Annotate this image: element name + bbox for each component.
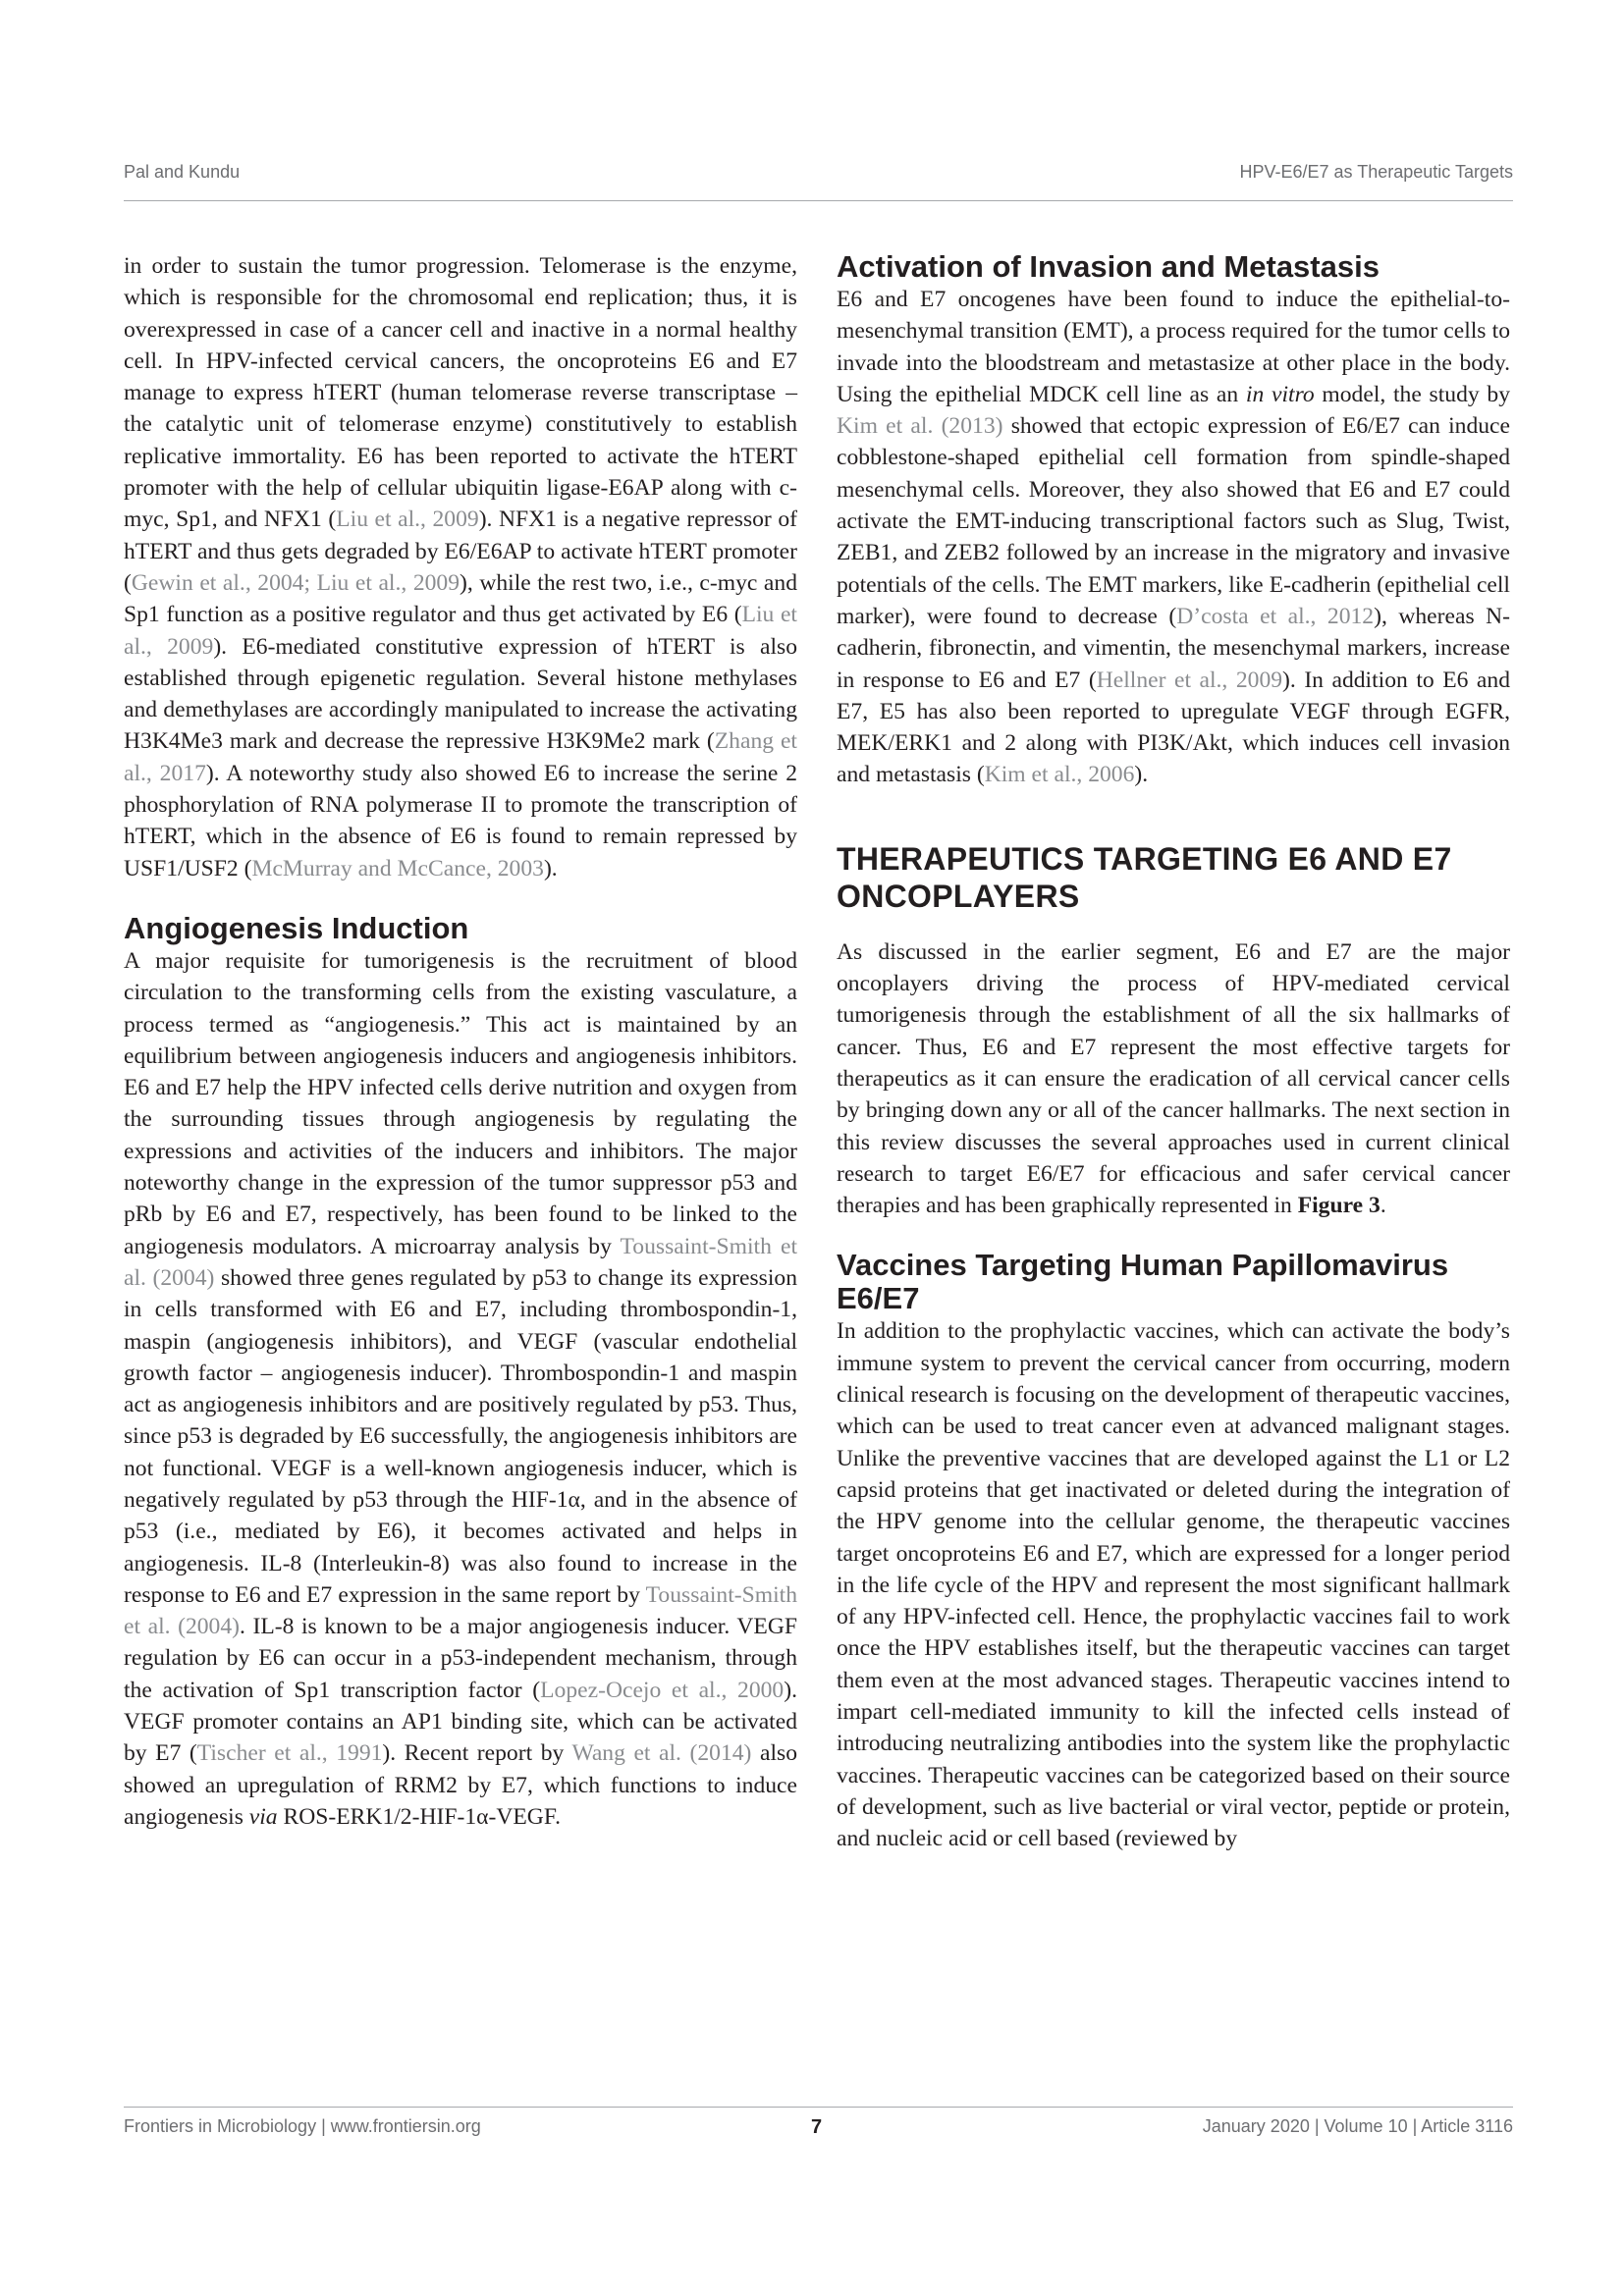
- text-run: ). E6-mediated constitutive expression of hTERT is also established through epigenetic regulation. Several histone methylases and demethylases are accordingly manipulated to increase the activating H3K4Me3 mark and decrease the repressive H3K9Me2 mark (: [124, 633, 797, 755]
- running-head-authors: Pal and Kundu: [124, 162, 241, 182]
- text-run: E6 and E7 oncogenes have been found to induce the epithelial-to-mesenchymal transition (EMT), a process required for the tumor cells to invade into the bloodstream and metastasize at other place in the body. Using the epithelial MDCK cell line as an: [837, 287, 1510, 407]
- text-run: in order to sustain the tumor progression. Telomerase is the enzyme, which is responsible for the chromosomal end replication; thus, it is overexpressed in case of a cancer cell and inactive in a normal healthy cell. In HPV-infected cervical cancers, the oncoproteins E6 and E7 manage to express hTERT (human telomerase reverse transcriptase – the catalytic unit of telomerase enzyme) constitutively to establish replicative immortality. E6 has been reported to activate the hTERT promoter with the help of cellular ubiquitin ligase-E6AP along with c-myc, Sp1, and NFX1 (: [124, 253, 797, 533]
- text-run: ), whereas N-cadherin, fibronectin, and vimentin, the mesenchymal markers, increase in response to E6 and E7 (: [837, 603, 1511, 693]
- italic-text: via: [248, 1803, 278, 1830]
- heading-invasion-metastasis: Activation of Invasion and Metastasis: [837, 249, 1380, 284]
- citation-link[interactable]: Kim et al., 2006: [984, 762, 1135, 788]
- paragraph-invasion: [837, 284, 1510, 791]
- heading-angiogenesis-induction: Angiogenesis Induction: [124, 910, 469, 945]
- paragraph-telomerase: [124, 250, 797, 884]
- footer-journal[interactable]: Frontiers in Microbiology | www.frontiersin.org: [124, 2116, 481, 2136]
- heading-line: Vaccines Targeting Human Papillomavirus: [837, 1248, 1449, 1283]
- page-footer: [124, 2116, 1513, 2146]
- citation-link[interactable]: Tischer et al., 1991: [196, 1740, 383, 1767]
- text-run: ). In addition to E6 and E7, E5 has also been reported to upregulate VEGF through EGFR, MEK/ERK1 and 2 along with PI3K/Akt, which induces cell invasion and metastasis (: [837, 667, 1510, 788]
- citation-link[interactable]: McMurray and McCance, 2003: [251, 855, 544, 881]
- left-column: [124, 250, 797, 1833]
- citation-link[interactable]: Lopez-Ocejo et al., 2000: [540, 1677, 785, 1703]
- paragraph-vaccines: In addition to the prophylactic vaccines, which can activate the body’s immune system to prevent the cervical cancer from occurring, modern clinical research is focusing on the development of therapeutic vaccines, which can be used to treat cancer even at advanced malignant stages. Unlike the preventive vaccines that are developed against the L1 or L2 capsid proteins that get inactivated or deleted during the integration of the HPV genome into the cellular genome, the therapeutic vaccines target oncoproteins E6 and E7, which are expressed for a longer period in the life cycle of the HPV and represent the most significant hallmark of any HPV-infected cell. Hence, the prophylactic vaccines fail to work once the HPV establishes itself, but the therapeutic vaccines can target them even at the most advanced stages. Therapeutic vaccines intend to impart cell-mediated immunity to kill the infected cells instead of introducing neutralizing antibodies into the system like the prophylactic vaccines. Therapeutic vaccines can be categorized based on their source of development, such as live bacterial or viral vector, peptide or protein, and nucleic acid or cell based (reviewed by: [837, 1318, 1510, 1852]
- heading-vaccines: [837, 1249, 1510, 1315]
- text-run: As discussed in the earlier segment, E6 and E7 are the major oncoplayers driving the process of HPV-mediated cervical tumorigenesis through the establishment of all the six hallmarks of cancer. Thus, E6 and E7 represent the most effective targets for therapeutics as it can ensure the eradication of all cervical cancer cells by bringing down any or all of the cancer hallmarks. The next section in this review discusses the several approaches used in current clinical research to target E6/E7 for efficacious and safer cervical cancer therapies and has been graphically represented in: [837, 938, 1510, 1219]
- text-run: ). A noteworthy study also showed E6 to increase the serine 2 phosphorylation of RNA polymerase II to promote the transcription of hTERT, which in the absence of E6 is found to remain repressed by USF1/USF2 (: [124, 760, 797, 881]
- text-run: .: [1380, 1193, 1386, 1219]
- running-head-title: HPV-E6/E7 as Therapeutic Targets: [1239, 162, 1513, 182]
- italic-text: in vitro: [1245, 381, 1315, 407]
- footer-rule: [124, 2107, 1513, 2108]
- text-run: ).: [1134, 762, 1149, 788]
- text-run: showed that ectopic expression of E6/E7 can induce cobblestone-shaped epithelial cell formation from spindle-shaped mesenchymal cells. Moreover, they also showed that E6 and E7 could activate the EMT-inducing transcriptional factors such as Slug, Twist, ZEB1, and ZEB2 followed by an increase in the migratory and invasive potentials of the cells. The EMT markers, like E-cadherin (epithelial cell marker), were found to decrease (: [837, 413, 1510, 629]
- heading-line: E6/E7: [837, 1281, 920, 1316]
- text-run: showed three genes regulated by p53 to change its expression in cells transformed with E6 and E7, including thrombospondin-1, maspin (angiogenesis inhibitors), and VEGF (vascular endothelial growth factor – angiogenesis inducer). Thrombospondin-1 and maspin act as angiogenesis inhibitors and are positively regulated by p53. Thus, since p53 is degraded by E6 successfully, the angiogenesis inhibitors are not functional. VEGF is a well-known angiogenesis inducer, which is negatively regulated by p53 through the HIF-1α, and in the absence of p53 (i.e., mediated by E6), it becomes activated and helps in angiogenesis. IL-8 (Interleukin-8) was also found to increase in the response to E6 and E7 expression in the same report by: [124, 1264, 797, 1608]
- citation-link[interactable]: Zhang et al., 2017: [124, 728, 797, 786]
- heading-line: ONCOPLAYERS: [837, 878, 1080, 914]
- text-run: ), while the rest two, i.e., c-myc and Sp1 function as a positive regulator and thus get activated by E6 (: [124, 569, 797, 628]
- citation-link[interactable]: Kim et al. (2013): [837, 413, 1003, 440]
- heading-line: THERAPEUTICS TARGETING E6 AND E7: [837, 840, 1452, 877]
- page-number: 7: [811, 2116, 823, 2138]
- paragraph-angiogenesis: [124, 945, 797, 1833]
- text-run: ).: [543, 855, 558, 881]
- citation-link[interactable]: Liu et al., 2009: [336, 507, 479, 533]
- citation-link[interactable]: Toussaint-Smith et al. (2004): [124, 1233, 797, 1291]
- citation-link[interactable]: Wang et al. (2014): [571, 1740, 752, 1767]
- citation-link[interactable]: D’costa et al., 2012: [1176, 603, 1375, 629]
- text-run: A major requisite for tumorigenesis is the recruitment of blood circulation to the transforming cells from the existing vasculature, a process termed as “angiogenesis.” This act is maintained by an equilibrium between angiogenesis inducers and angiogenesis inhibitors. E6 and E7 help the HPV infected cells derive nutrition and oxygen from the surrounding tissues through angiogenesis by regulating the expressions and activities of the inducers and inhibitors. The major noteworthy change in the expression of the tumor suppressor p53 and pRb by E6 and E7, respectively, has been found to be linked to the angiogenesis modulators. A microarray analysis by: [124, 947, 797, 1259]
- citation-link[interactable]: Hellner et al., 2009: [1096, 667, 1283, 693]
- citation-link[interactable]: Liu et al., 2009: [124, 602, 797, 660]
- running-head: [124, 162, 1513, 191]
- right-column: [837, 250, 1510, 1854]
- heading-therapeutics: [837, 840, 1510, 915]
- text-run: ROS-ERK1/2-HIF-1α-VEGF.: [277, 1803, 561, 1830]
- text-run: . IL-8 is known to be a major angiogenesis inducer. VEGF regulation by E6 can occur in a p53-independent mechanism, through the activation of Sp1 transcription factor (: [124, 1614, 798, 1703]
- text-run: model, the study by: [1314, 381, 1510, 407]
- footer-issue: January 2020 | Volume 10 | Article 3116: [1202, 2116, 1513, 2136]
- citation-link[interactable]: Toussaint-Smith et al. (2004): [124, 1581, 797, 1640]
- paragraph-therapeutics: [837, 936, 1510, 1222]
- text-run: ). Recent report by: [382, 1740, 572, 1767]
- text-run: ). VEGF promoter contains an AP1 binding site, which can be activated by E7 (: [124, 1677, 797, 1767]
- header-rule: [124, 200, 1513, 201]
- text-run: ). NFX1 is a negative repressor of hTERT and thus gets degraded by E6/E6AP to activate hTERT promoter (: [124, 507, 797, 596]
- text-run: also showed an upregulation of RRM2 by E7, which functions to induce angiogenesis: [124, 1740, 797, 1830]
- citation-link[interactable]: Gewin et al., 2004; Liu et al., 2009: [131, 569, 460, 596]
- figure-reference[interactable]: Figure 3: [1297, 1193, 1380, 1219]
